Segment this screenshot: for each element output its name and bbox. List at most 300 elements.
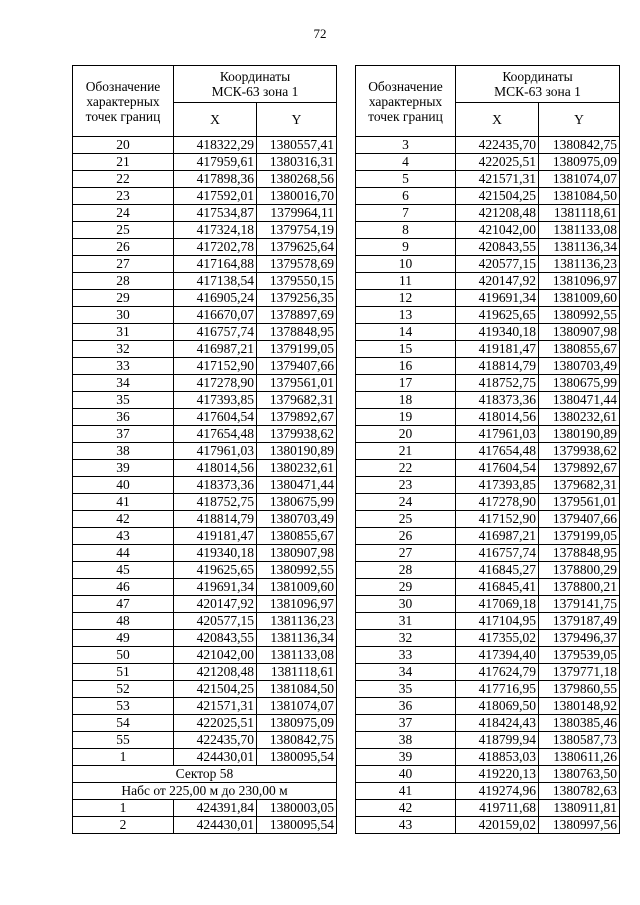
table-row (356, 647, 620, 664)
point-designation-header: Обозначение характерных точек границ (356, 66, 456, 137)
y-coordinate-cell: 1380232,61 (539, 409, 620, 426)
point-number-cell: 11 (356, 273, 456, 290)
point-number-cell: 5 (356, 171, 456, 188)
x-coordinate-cell: 420147,92 (174, 596, 257, 613)
table-row (356, 426, 620, 443)
point-number-cell: 47 (73, 596, 174, 613)
y-coordinate-cell: 1380703,49 (539, 358, 620, 375)
point-number-cell: 38 (356, 732, 456, 749)
point-number-cell: 39 (73, 460, 174, 477)
table-row (73, 681, 337, 698)
y-coordinate-cell: 1378800,21 (539, 579, 620, 596)
table-row (73, 358, 337, 375)
y-coordinate-cell: 1379860,55 (539, 681, 620, 698)
y-header: Y (539, 103, 620, 137)
point-number-cell: 55 (73, 732, 174, 749)
point-number-cell: 46 (73, 579, 174, 596)
point-number-cell: 27 (356, 545, 456, 562)
x-coordinate-cell: 418424,43 (456, 715, 539, 732)
table-row (356, 392, 620, 409)
table-row (73, 783, 337, 800)
x-coordinate-cell: 416757,74 (174, 324, 257, 341)
y-coordinate-cell: 1379561,01 (539, 494, 620, 511)
table-row (73, 460, 337, 477)
y-coordinate-cell: 1381009,60 (539, 290, 620, 307)
y-coordinate-cell: 1380268,56 (257, 171, 337, 188)
table-row (356, 681, 620, 698)
section-caption: Набс от 225,00 м до 230,00 м (73, 783, 337, 800)
point-number-cell: 25 (356, 511, 456, 528)
x-coordinate-cell: 417152,90 (174, 358, 257, 375)
point-number-cell: 44 (73, 545, 174, 562)
table-row (356, 596, 620, 613)
x-coordinate-cell: 418752,75 (174, 494, 257, 511)
table-row (73, 307, 337, 324)
table-row (356, 137, 620, 154)
y-coordinate-cell: 1381133,08 (257, 647, 337, 664)
table-row (73, 511, 337, 528)
point-number-cell: 28 (73, 273, 174, 290)
table-row (73, 715, 337, 732)
table-row (73, 749, 337, 766)
table-row (356, 409, 620, 426)
table-row (73, 341, 337, 358)
y-coordinate-cell: 1379199,05 (257, 341, 337, 358)
table-row (356, 324, 620, 341)
point-number-cell: 9 (356, 239, 456, 256)
table-row (356, 256, 620, 273)
point-number-cell: 16 (356, 358, 456, 375)
point-number-cell: 39 (356, 749, 456, 766)
x-coordinate-cell: 419691,34 (174, 579, 257, 596)
x-coordinate-cell: 417355,02 (456, 630, 539, 647)
point-number-cell: 40 (356, 766, 456, 783)
x-coordinate-cell: 421208,48 (174, 664, 257, 681)
y-coordinate-cell: 1379892,67 (257, 409, 337, 426)
point-number-cell: 34 (356, 664, 456, 681)
point-number-cell: 50 (73, 647, 174, 664)
table-row (73, 205, 337, 222)
x-coordinate-cell: 416845,27 (456, 562, 539, 579)
table-row (356, 460, 620, 477)
x-coordinate-cell: 416845,41 (456, 579, 539, 596)
x-coordinate-cell: 418014,56 (456, 409, 539, 426)
x-coordinate-cell: 417654,48 (456, 443, 539, 460)
y-coordinate-cell: 1379199,05 (539, 528, 620, 545)
x-coordinate-cell: 417393,85 (174, 392, 257, 409)
y-coordinate-cell: 1380992,55 (539, 307, 620, 324)
table-row (356, 205, 620, 222)
y-coordinate-cell: 1378800,29 (539, 562, 620, 579)
table-row (73, 375, 337, 392)
point-number-cell: 15 (356, 341, 456, 358)
y-coordinate-cell: 1380190,89 (257, 443, 337, 460)
table-row (356, 375, 620, 392)
y-coordinate-cell: 1381136,34 (257, 630, 337, 647)
y-coordinate-cell: 1380190,89 (539, 426, 620, 443)
table-row (356, 222, 620, 239)
point-number-cell: 32 (356, 630, 456, 647)
table-row (356, 358, 620, 375)
y-coordinate-cell: 1379578,69 (257, 256, 337, 273)
page-number: 72 (313, 26, 327, 41)
x-coordinate-cell: 418014,56 (174, 460, 257, 477)
y-coordinate-cell: 1381074,07 (257, 698, 337, 715)
y-coordinate-cell: 1379407,66 (257, 358, 337, 375)
point-number-cell: 17 (356, 375, 456, 392)
y-coordinate-cell: 1380587,73 (539, 732, 620, 749)
coordinates-table-right (355, 65, 620, 834)
y-coordinate-cell: 1380997,56 (539, 817, 620, 834)
y-coordinate-cell: 1380703,49 (257, 511, 337, 528)
y-coordinate-cell: 1380232,61 (257, 460, 337, 477)
point-number-cell: 51 (73, 664, 174, 681)
y-coordinate-cell: 1379771,18 (539, 664, 620, 681)
y-coordinate-cell: 1380471,44 (539, 392, 620, 409)
point-number-cell: 28 (356, 562, 456, 579)
point-number-cell: 18 (356, 392, 456, 409)
point-designation-header: Обозначение характерных точек границ (73, 66, 174, 137)
table-row (73, 545, 337, 562)
table-row (356, 664, 620, 681)
x-coordinate-cell: 417164,88 (174, 256, 257, 273)
table-row (73, 664, 337, 681)
point-number-cell: 22 (73, 171, 174, 188)
table-row (356, 732, 620, 749)
table-row (356, 545, 620, 562)
x-coordinate-cell: 421208,48 (456, 205, 539, 222)
point-number-cell: 25 (73, 222, 174, 239)
y-coordinate-cell: 1381118,61 (257, 664, 337, 681)
point-number-cell: 4 (356, 154, 456, 171)
point-number-cell: 19 (356, 409, 456, 426)
table-row (356, 154, 620, 171)
y-coordinate-cell: 1379938,62 (539, 443, 620, 460)
section-caption: Сектор 58 (73, 766, 337, 783)
table-row (73, 256, 337, 273)
x-coordinate-cell: 417278,90 (174, 375, 257, 392)
point-number-cell: 35 (73, 392, 174, 409)
table-row (73, 290, 337, 307)
table-row (73, 273, 337, 290)
x-coordinate-cell: 418752,75 (456, 375, 539, 392)
point-number-cell: 21 (356, 443, 456, 460)
y-coordinate-cell: 1381136,23 (539, 256, 620, 273)
x-coordinate-cell: 417604,54 (456, 460, 539, 477)
table-row (356, 290, 620, 307)
table-row (73, 630, 337, 647)
x-coordinate-cell: 417961,03 (174, 443, 257, 460)
table-row (73, 817, 337, 834)
table-row (356, 511, 620, 528)
x-coordinate-cell: 416905,24 (174, 290, 257, 307)
table-row (356, 630, 620, 647)
table-row (356, 528, 620, 545)
x-header: X (174, 103, 257, 137)
table-row (356, 273, 620, 290)
point-number-cell: 8 (356, 222, 456, 239)
y-coordinate-cell: 1381084,50 (539, 188, 620, 205)
point-number-cell: 34 (73, 375, 174, 392)
y-coordinate-cell: 1381133,08 (539, 222, 620, 239)
x-coordinate-cell: 419181,47 (174, 528, 257, 545)
point-number-cell: 30 (356, 596, 456, 613)
x-coordinate-cell: 417654,48 (174, 426, 257, 443)
table-row (73, 494, 337, 511)
x-header: X (456, 103, 539, 137)
point-number-cell: 41 (356, 783, 456, 800)
y-coordinate-cell: 1379187,49 (539, 613, 620, 630)
point-number-cell: 31 (73, 324, 174, 341)
point-number-cell: 22 (356, 460, 456, 477)
point-number-cell: 42 (356, 800, 456, 817)
x-coordinate-cell: 417716,95 (456, 681, 539, 698)
point-number-cell: 42 (73, 511, 174, 528)
y-coordinate-cell: 1380855,67 (257, 528, 337, 545)
table-row (73, 698, 337, 715)
y-coordinate-cell: 1380148,92 (539, 698, 620, 715)
table-row (356, 171, 620, 188)
table-row (356, 800, 620, 817)
table-row (73, 171, 337, 188)
point-number-cell: 21 (73, 154, 174, 171)
x-coordinate-cell: 419711,68 (456, 800, 539, 817)
x-coordinate-cell: 417592,01 (174, 188, 257, 205)
y-coordinate-cell: 1381136,34 (539, 239, 620, 256)
point-number-cell: 54 (73, 715, 174, 732)
table-row (73, 239, 337, 256)
point-number-cell: 26 (356, 528, 456, 545)
y-coordinate-cell: 1378848,95 (257, 324, 337, 341)
y-coordinate-cell: 1379496,37 (539, 630, 620, 647)
x-coordinate-cell: 420843,55 (174, 630, 257, 647)
table-row (356, 443, 620, 460)
table-row (73, 477, 337, 494)
x-coordinate-cell: 418373,36 (174, 477, 257, 494)
point-number-cell: 29 (73, 290, 174, 307)
point-number-cell: 24 (356, 494, 456, 511)
x-coordinate-cell: 419274,96 (456, 783, 539, 800)
y-coordinate-cell: 1381136,23 (257, 613, 337, 630)
point-number-cell: 30 (73, 307, 174, 324)
point-number-cell: 20 (356, 426, 456, 443)
y-coordinate-cell: 1379561,01 (257, 375, 337, 392)
table-row (356, 715, 620, 732)
point-number-cell: 48 (73, 613, 174, 630)
x-coordinate-cell: 418853,03 (456, 749, 539, 766)
x-coordinate-cell: 417394,40 (456, 647, 539, 664)
point-number-cell: 24 (73, 205, 174, 222)
point-number-cell: 23 (73, 188, 174, 205)
x-coordinate-cell: 416987,21 (456, 528, 539, 545)
table-row (356, 239, 620, 256)
x-coordinate-cell: 417624,79 (456, 664, 539, 681)
x-coordinate-cell: 417104,95 (456, 613, 539, 630)
x-coordinate-cell: 422025,51 (174, 715, 257, 732)
y-coordinate-cell: 1380471,44 (257, 477, 337, 494)
point-number-cell: 31 (356, 613, 456, 630)
y-coordinate-cell: 1380675,99 (257, 494, 337, 511)
y-coordinate-cell: 1379938,62 (257, 426, 337, 443)
y-coordinate-cell: 1380095,54 (257, 749, 337, 766)
y-coordinate-cell: 1381096,97 (257, 596, 337, 613)
x-coordinate-cell: 419220,13 (456, 766, 539, 783)
point-number-cell: 14 (356, 324, 456, 341)
x-coordinate-cell: 421042,00 (456, 222, 539, 239)
table-row (73, 426, 337, 443)
point-number-cell: 13 (356, 307, 456, 324)
table-row (356, 817, 620, 834)
x-coordinate-cell: 424391,84 (174, 800, 257, 817)
x-coordinate-cell: 420843,55 (456, 239, 539, 256)
x-coordinate-cell: 416757,74 (456, 545, 539, 562)
table-row (73, 647, 337, 664)
x-coordinate-cell: 417202,78 (174, 239, 257, 256)
y-coordinate-cell: 1380316,31 (257, 154, 337, 171)
x-coordinate-cell: 422025,51 (456, 154, 539, 171)
x-coordinate-cell: 417152,90 (456, 511, 539, 528)
y-coordinate-cell: 1380675,99 (539, 375, 620, 392)
x-coordinate-cell: 421504,25 (456, 188, 539, 205)
x-coordinate-cell: 420147,92 (456, 273, 539, 290)
x-coordinate-cell: 416987,21 (174, 341, 257, 358)
x-coordinate-cell: 417393,85 (456, 477, 539, 494)
x-coordinate-cell: 417534,87 (174, 205, 257, 222)
table-row (73, 222, 337, 239)
table-row (73, 562, 337, 579)
table-row (356, 579, 620, 596)
x-coordinate-cell: 421571,31 (456, 171, 539, 188)
x-coordinate-cell: 419340,18 (174, 545, 257, 562)
y-coordinate-cell: 1380003,05 (257, 800, 337, 817)
point-number-cell: 10 (356, 256, 456, 273)
x-coordinate-cell: 419181,47 (456, 341, 539, 358)
x-coordinate-cell: 420159,02 (456, 817, 539, 834)
y-coordinate-cell: 1380911,81 (539, 800, 620, 817)
point-number-cell: 2 (73, 817, 174, 834)
x-coordinate-cell: 416670,07 (174, 307, 257, 324)
y-coordinate-cell: 1378848,95 (539, 545, 620, 562)
point-number-cell: 36 (356, 698, 456, 715)
table-row (73, 324, 337, 341)
table-row (73, 579, 337, 596)
point-number-cell: 12 (356, 290, 456, 307)
table-row (73, 409, 337, 426)
coordinates-table-left (72, 65, 337, 834)
y-coordinate-cell: 1378897,69 (257, 307, 337, 324)
y-coordinate-cell: 1379754,19 (257, 222, 337, 239)
point-number-cell: 43 (356, 817, 456, 834)
y-coordinate-cell: 1380842,75 (539, 137, 620, 154)
point-number-cell: 43 (73, 528, 174, 545)
point-number-cell: 29 (356, 579, 456, 596)
x-coordinate-cell: 417138,54 (174, 273, 257, 290)
y-coordinate-cell: 1379141,75 (539, 596, 620, 613)
x-coordinate-cell: 419691,34 (456, 290, 539, 307)
x-coordinate-cell: 417959,61 (174, 154, 257, 171)
x-coordinate-cell: 418069,50 (456, 698, 539, 715)
y-coordinate-cell: 1381084,50 (257, 681, 337, 698)
y-coordinate-cell: 1380907,98 (539, 324, 620, 341)
table-row (356, 477, 620, 494)
x-coordinate-cell: 424430,01 (174, 817, 257, 834)
y-coordinate-cell: 1381009,60 (257, 579, 337, 596)
x-coordinate-cell: 420577,15 (174, 613, 257, 630)
x-coordinate-cell: 418373,36 (456, 392, 539, 409)
table-row (356, 783, 620, 800)
point-number-cell: 38 (73, 443, 174, 460)
coordinates-header: Координаты МСК-63 зона 1 (456, 66, 620, 103)
x-coordinate-cell: 419340,18 (456, 324, 539, 341)
coordinates-header: Координаты МСК-63 зона 1 (174, 66, 337, 103)
x-coordinate-cell: 421504,25 (174, 681, 257, 698)
table-row (73, 528, 337, 545)
point-number-cell: 20 (73, 137, 174, 154)
point-number-cell: 26 (73, 239, 174, 256)
x-coordinate-cell: 421571,31 (174, 698, 257, 715)
y-coordinate-cell: 1380385,46 (539, 715, 620, 732)
table-row (356, 698, 620, 715)
x-coordinate-cell: 420577,15 (456, 256, 539, 273)
table-row (356, 562, 620, 579)
x-coordinate-cell: 417898,36 (174, 171, 257, 188)
table-row (73, 392, 337, 409)
table-row (73, 443, 337, 460)
table-row (356, 613, 620, 630)
y-coordinate-cell: 1379964,11 (257, 205, 337, 222)
y-header: Y (257, 103, 337, 137)
table-row (356, 341, 620, 358)
y-coordinate-cell: 1381074,07 (539, 171, 620, 188)
point-number-cell: 1 (73, 749, 174, 766)
y-coordinate-cell: 1381118,61 (539, 205, 620, 222)
y-coordinate-cell: 1380975,09 (257, 715, 337, 732)
table-row (73, 154, 337, 171)
y-coordinate-cell: 1380611,26 (539, 749, 620, 766)
point-number-cell: 3 (356, 137, 456, 154)
point-number-cell: 35 (356, 681, 456, 698)
x-coordinate-cell: 417961,03 (456, 426, 539, 443)
x-coordinate-cell: 417069,18 (456, 596, 539, 613)
y-coordinate-cell: 1379256,35 (257, 290, 337, 307)
point-number-cell: 32 (73, 341, 174, 358)
point-number-cell: 23 (356, 477, 456, 494)
y-coordinate-cell: 1380557,41 (257, 137, 337, 154)
point-number-cell: 7 (356, 205, 456, 222)
table-row (73, 613, 337, 630)
point-number-cell: 40 (73, 477, 174, 494)
point-number-cell: 27 (73, 256, 174, 273)
x-coordinate-cell: 424430,01 (174, 749, 257, 766)
x-coordinate-cell: 422435,70 (174, 732, 257, 749)
y-coordinate-cell: 1379625,64 (257, 239, 337, 256)
point-number-cell: 37 (356, 715, 456, 732)
x-coordinate-cell: 417324,18 (174, 222, 257, 239)
y-coordinate-cell: 1380992,55 (257, 562, 337, 579)
y-coordinate-cell: 1380842,75 (257, 732, 337, 749)
point-number-cell: 41 (73, 494, 174, 511)
table-row (73, 188, 337, 205)
table-row (73, 596, 337, 613)
y-coordinate-cell: 1380016,70 (257, 188, 337, 205)
x-coordinate-cell: 418814,79 (174, 511, 257, 528)
y-coordinate-cell: 1380855,67 (539, 341, 620, 358)
point-number-cell: 33 (73, 358, 174, 375)
x-coordinate-cell: 418322,29 (174, 137, 257, 154)
point-number-cell: 53 (73, 698, 174, 715)
y-coordinate-cell: 1379407,66 (539, 511, 620, 528)
table-row (356, 766, 620, 783)
